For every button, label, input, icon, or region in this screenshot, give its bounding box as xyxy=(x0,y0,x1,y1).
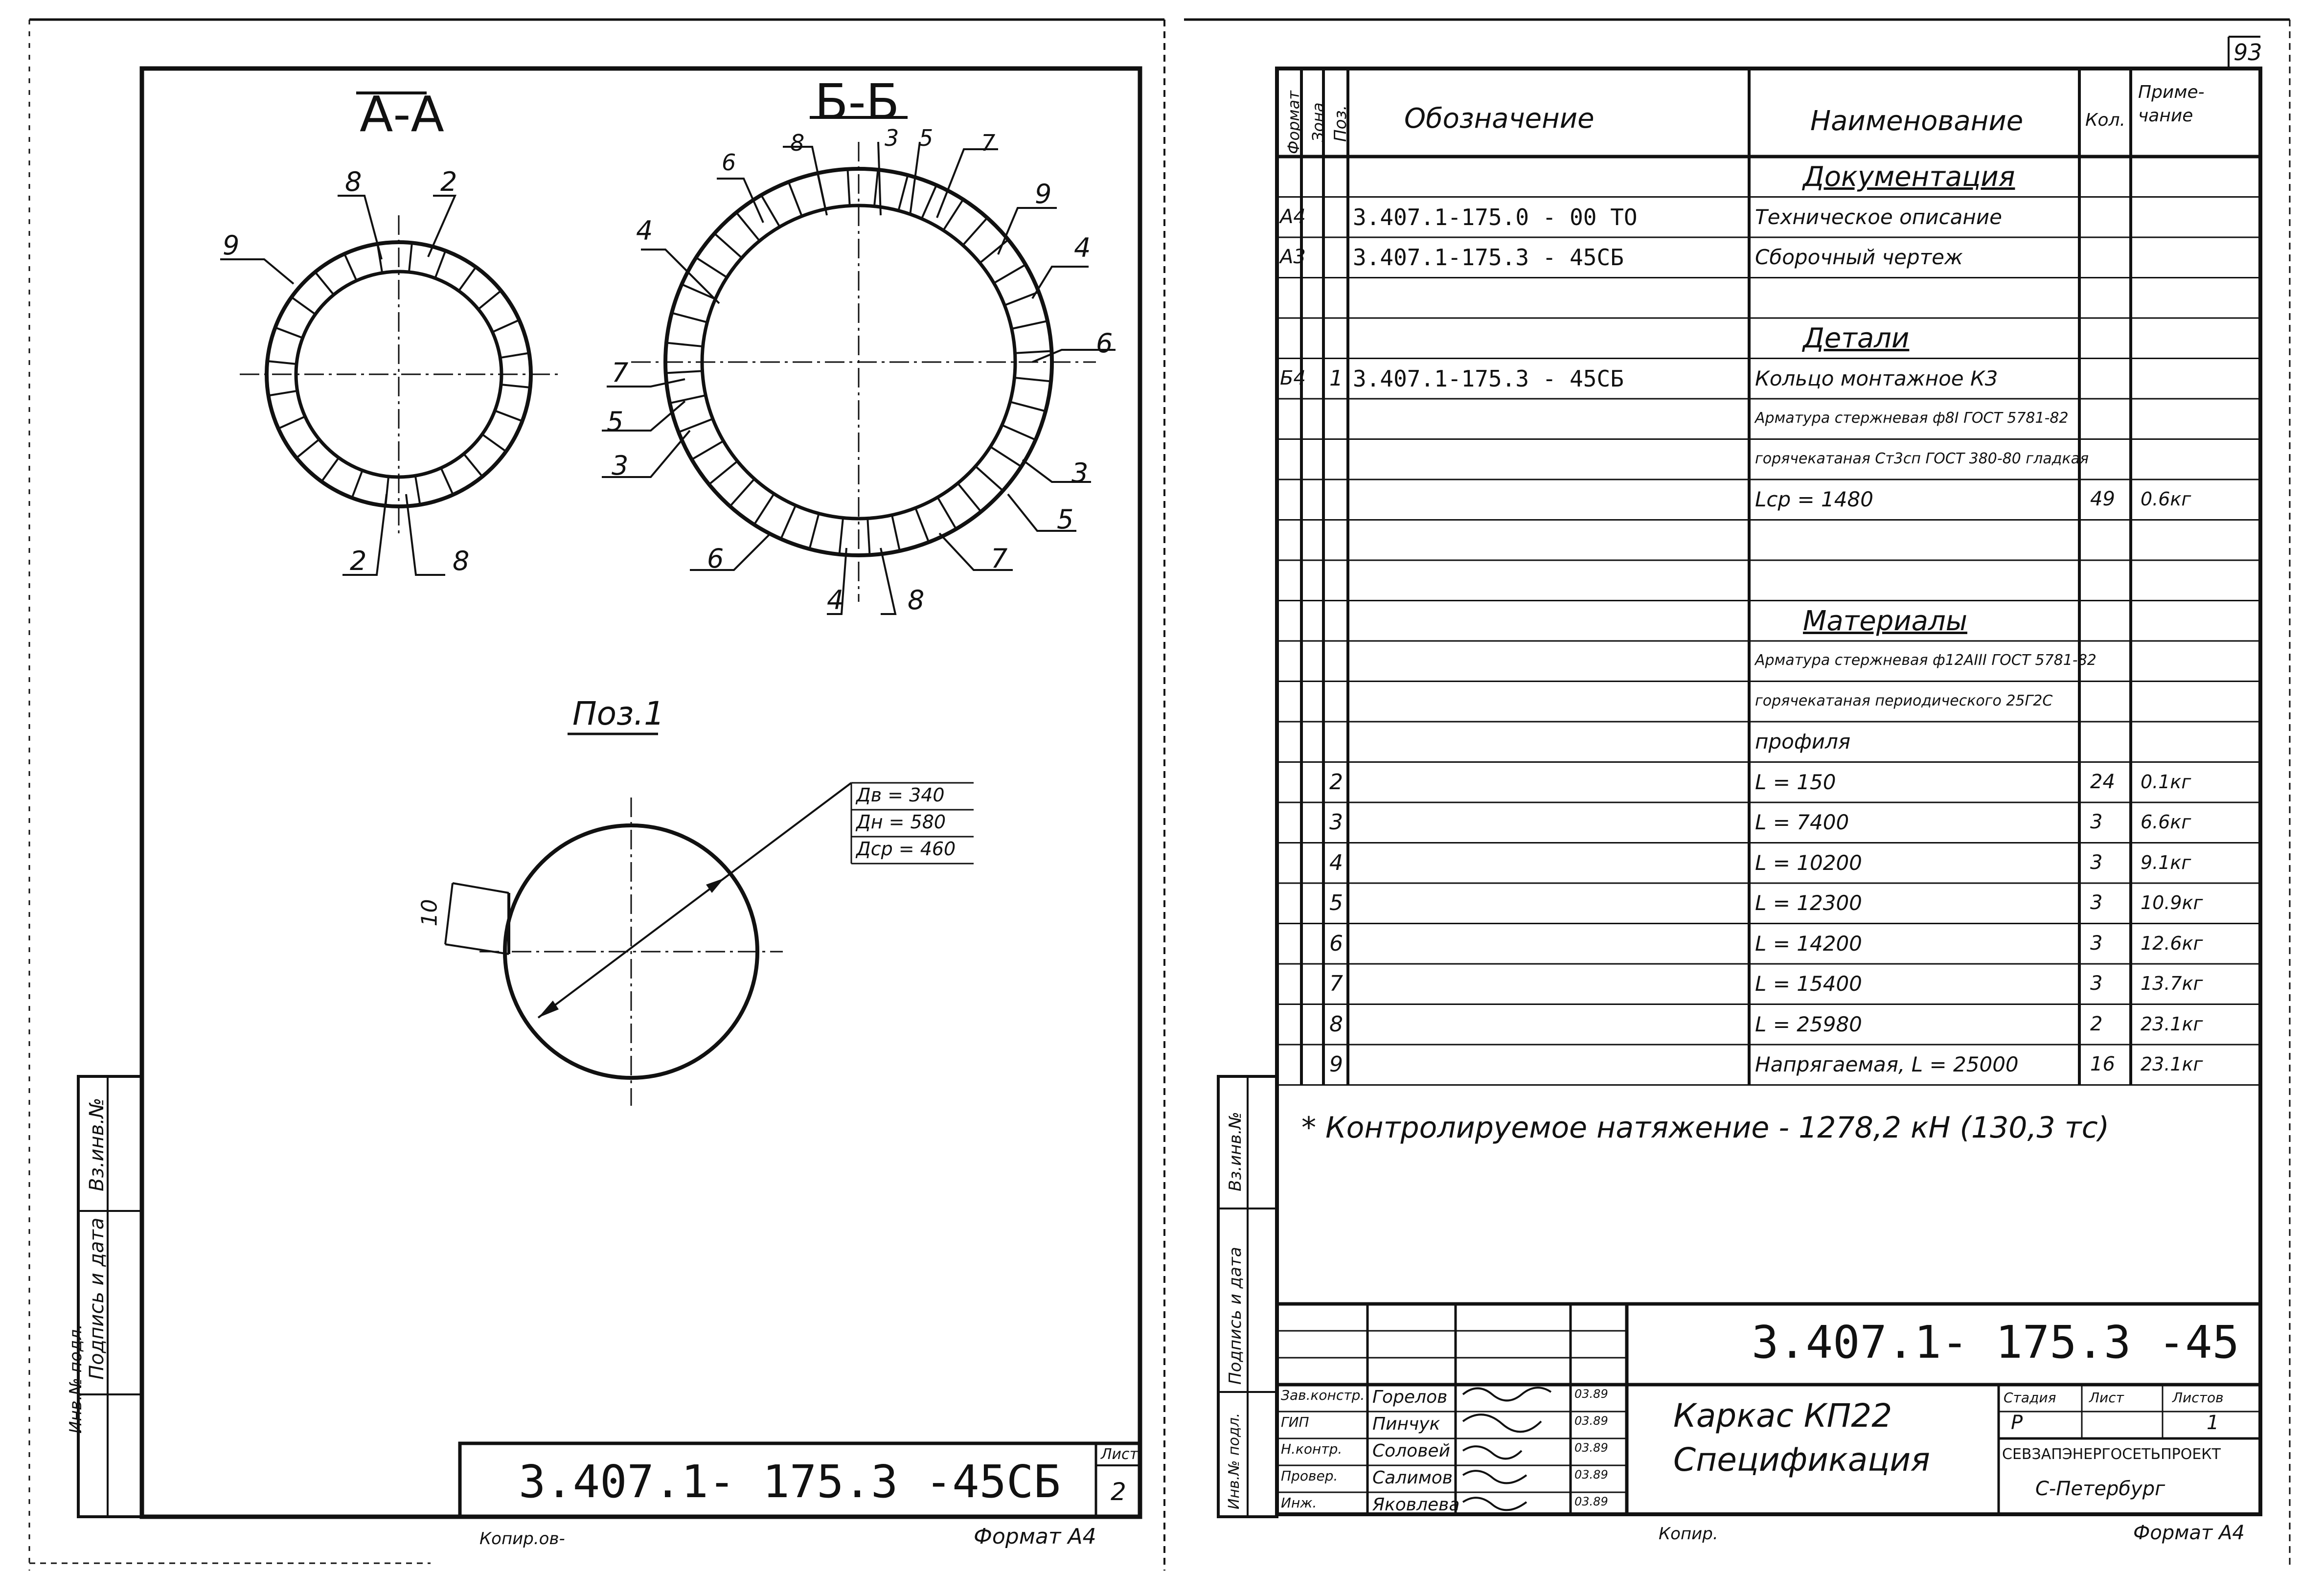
header-name: Наименование xyxy=(1810,105,2024,137)
cell-quantity: 16 xyxy=(2090,1053,2115,1076)
ring-spoke xyxy=(278,416,305,429)
cell-designation: 3.407.1-175.3 - 45СБ xyxy=(1353,244,1624,271)
pos1-width-label: 10 xyxy=(417,899,442,927)
staff-role: Н.контр. xyxy=(1281,1441,1343,1457)
cell-position: 7 xyxy=(1329,971,1343,997)
ring-spoke xyxy=(464,454,482,477)
ring-spoke xyxy=(296,439,319,458)
ring-spoke xyxy=(810,513,819,549)
ring-spoke xyxy=(922,185,936,219)
ring-spoke xyxy=(847,169,849,206)
header-qty: Кол. xyxy=(2085,110,2126,130)
title-line-2: Спецификация xyxy=(1673,1441,1930,1479)
cell-name: L = 7400 xyxy=(1755,810,1849,835)
cell-quantity: 2 xyxy=(2090,1012,2103,1035)
ring-spoke xyxy=(666,343,703,346)
cell-name: Техническое описание xyxy=(1755,205,2002,229)
ring-spoke xyxy=(692,441,724,459)
ring-spoke xyxy=(478,291,501,309)
ring-spoke xyxy=(1010,402,1046,411)
cell-designation: 3.407.1-175.0 - 00 ТО xyxy=(1353,204,1638,230)
cell-name: Арматура стержневая ф12АIII ГОСТ 5781-82 xyxy=(1755,652,2096,669)
footnote: * Контролируемое натяжение - 1278,2 кН (130,3 тс) xyxy=(1301,1111,2110,1145)
left-footer-copy: Копир.ов- xyxy=(479,1529,565,1549)
cell-format: Б4 xyxy=(1280,366,1306,389)
cell-note: 12.6кг xyxy=(2141,932,2203,954)
left-stamp-sheet-label: Лист xyxy=(1101,1446,1139,1463)
cell-name: L = 15400 xyxy=(1755,972,1862,996)
cell-name: L = 10200 xyxy=(1755,850,1862,875)
ring-spoke xyxy=(352,470,362,498)
left-stamp-code: 3.407.1- 175.3 -45СБ xyxy=(519,1456,1061,1508)
cell-name: горячекатаная Ст3сп ГОСТ 380-80 гладкая xyxy=(1755,450,2089,467)
bb-label: 4 xyxy=(827,585,844,616)
staff-role: ГИП xyxy=(1281,1414,1309,1430)
side-label: Вз.инв.№ xyxy=(1226,1112,1245,1191)
cell-position: 1 xyxy=(1329,365,1343,391)
cell-position: 6 xyxy=(1329,931,1343,956)
ring-spoke xyxy=(267,361,296,364)
ring-spoke xyxy=(1012,321,1048,329)
section-heading: Детали xyxy=(1803,322,1910,355)
bb-label: 8 xyxy=(790,130,805,156)
aa-label: 8 xyxy=(345,166,362,197)
ring-spoke xyxy=(435,251,445,278)
stage-value: Р xyxy=(2011,1412,2023,1434)
cell-note: 13.7кг xyxy=(2141,973,2203,995)
ring-spoke xyxy=(672,313,707,322)
ring-spoke xyxy=(867,518,869,555)
staff-name: Яковлева xyxy=(1372,1495,1460,1515)
aa-label: 2 xyxy=(440,166,457,197)
staff-name: Горелов xyxy=(1372,1387,1448,1407)
bb-label: 8 xyxy=(908,585,925,616)
ring-spoke xyxy=(937,497,956,529)
stage-label: Стадия xyxy=(2004,1390,2056,1406)
ring-spoke xyxy=(492,320,519,332)
header-pos: Поз. xyxy=(1331,105,1350,142)
cell-name: L = 25980 xyxy=(1755,1012,1862,1036)
cell-note: 9.1кг xyxy=(2141,851,2191,873)
ring-spoke xyxy=(892,515,900,551)
left-stamp-sheet-number: 2 xyxy=(1111,1478,1126,1506)
cell-name: профиля xyxy=(1755,730,1851,754)
ring-spoke xyxy=(1002,425,1036,440)
cell-note: 0.6кг xyxy=(2141,488,2191,510)
staff-date: 03.89 xyxy=(1574,1495,1608,1508)
ring-spoke xyxy=(1014,378,1051,381)
cell-quantity: 3 xyxy=(2090,811,2103,834)
ring-spoke xyxy=(781,505,796,539)
staff-name: Пинчук xyxy=(1372,1414,1440,1434)
pos1-dim: Дср = 460 xyxy=(856,838,956,860)
ring-spoke xyxy=(915,508,929,542)
cell-name: L = 150 xyxy=(1755,770,1836,794)
ring-spoke xyxy=(714,233,742,258)
ring-spoke xyxy=(315,272,334,295)
header-format: Формат xyxy=(1284,91,1303,154)
ring-spoke xyxy=(670,395,706,403)
ring-spoke xyxy=(415,476,420,504)
staff-role: Зав.констр. xyxy=(1281,1387,1365,1403)
side-label: Подпись и дата xyxy=(86,1217,108,1380)
cell-name: Арматура стержневая ф8I ГОСТ 5781-82 xyxy=(1755,410,2069,427)
section-bb-title: Б-Б xyxy=(815,73,900,131)
ring-spoke xyxy=(441,468,453,495)
right-footer-copy: Копир. xyxy=(1659,1524,1718,1544)
org-city: С-Петербург xyxy=(2035,1478,2165,1500)
ring-spoke xyxy=(344,254,357,281)
bb-label: 5 xyxy=(919,125,934,151)
ring-spoke xyxy=(666,371,703,373)
bb-label: 4 xyxy=(1074,232,1091,263)
ring-spoke xyxy=(1015,351,1051,353)
cell-name: L = 14200 xyxy=(1755,931,1862,956)
cell-quantity: 24 xyxy=(2090,770,2115,793)
ring-spoke xyxy=(709,461,737,484)
bb-label: 6 xyxy=(1096,328,1113,359)
cell-quantity: 3 xyxy=(2090,891,2103,914)
ring-spoke xyxy=(409,243,412,272)
bb-label: 6 xyxy=(722,149,736,176)
bb-label: 7 xyxy=(991,543,1008,574)
cell-position: 8 xyxy=(1329,1011,1343,1037)
cell-position: 2 xyxy=(1329,769,1343,795)
cell-position: 5 xyxy=(1329,890,1343,916)
staff-role: Инж. xyxy=(1281,1495,1317,1511)
right-footer-format: Формат А4 xyxy=(2133,1522,2245,1544)
sheets-label: Листов xyxy=(2172,1390,2224,1406)
ring-spoke xyxy=(898,175,908,211)
ring-spoke xyxy=(1004,292,1039,305)
ring-spoke xyxy=(730,479,754,506)
cell-name: Lср = 1480 xyxy=(1755,487,1873,512)
staff-date: 03.89 xyxy=(1574,1414,1608,1428)
cell-quantity: 3 xyxy=(2090,851,2103,874)
cell-note: 10.9кг xyxy=(2141,892,2203,914)
cell-note: 23.1кг xyxy=(2141,1053,2203,1075)
cell-position: 9 xyxy=(1329,1052,1343,1077)
cell-name: Кольцо монтажное К3 xyxy=(1755,366,1998,390)
bb-label: 5 xyxy=(1057,504,1074,535)
staff-date: 03.89 xyxy=(1574,1441,1608,1455)
bb-label: 9 xyxy=(1035,179,1052,209)
aa-label: 8 xyxy=(453,546,470,576)
section-aa-title: А-А xyxy=(360,86,444,143)
ring-spoke xyxy=(736,212,759,241)
ring-spoke xyxy=(976,466,1003,491)
header-designation: Обозначение xyxy=(1404,103,1595,135)
sheets-value: 1 xyxy=(2207,1412,2219,1434)
staff-name: Соловей xyxy=(1372,1441,1450,1461)
title-line-1: Каркас КП22 xyxy=(1673,1397,1892,1435)
bb-label: 3 xyxy=(885,125,899,151)
staff-role: Провер. xyxy=(1281,1468,1338,1484)
ring-spoke xyxy=(275,327,302,338)
pos1-dim: Дв = 340 xyxy=(856,784,945,806)
side-label: Подпись и дата xyxy=(1226,1247,1245,1385)
bb-label: 3 xyxy=(612,450,629,481)
staff-date: 03.89 xyxy=(1574,1387,1608,1401)
org-name: СЕВЗАПЭНЕРГОСЕТЬПРОЕКТ xyxy=(2002,1446,2221,1463)
left-footer-format: Формат А4 xyxy=(974,1524,1096,1549)
section-heading: Документация xyxy=(1803,161,2015,193)
bb-label: 7 xyxy=(981,130,996,156)
ring-spoke xyxy=(321,457,339,481)
cell-name: Сборочный чертеж xyxy=(1755,245,1963,270)
section-heading: Материалы xyxy=(1803,605,1967,637)
cell-note: 23.1кг xyxy=(2141,1013,2203,1035)
ring-spoke xyxy=(990,447,1021,467)
header-note: Приме-чание xyxy=(2138,82,2205,126)
ring-spoke xyxy=(840,518,843,554)
ring-spoke xyxy=(980,240,1008,263)
pos1-dim: Дн = 580 xyxy=(856,811,946,833)
header-zone: Зона xyxy=(1309,102,1327,142)
title-block-code: 3.407.1- 175.3 -45 xyxy=(1752,1316,2239,1368)
ring-spoke xyxy=(682,284,715,299)
ring-spoke xyxy=(679,419,713,432)
ring-spoke xyxy=(292,297,316,314)
bb-label: 5 xyxy=(607,406,624,437)
cell-name: горячекатаная периодического 25Г2С xyxy=(1755,692,2053,709)
aa-label: 2 xyxy=(350,546,367,576)
ring-spoke xyxy=(269,391,297,396)
cell-format: А4 xyxy=(1280,205,1306,228)
side-label: Инв.№ подл. xyxy=(1226,1413,1243,1509)
staff-name: Салимов xyxy=(1372,1468,1453,1488)
bb-label: 6 xyxy=(707,543,724,574)
cell-designation: 3.407.1-175.3 - 45СБ xyxy=(1353,365,1624,392)
bb-label: 4 xyxy=(636,215,653,246)
ring-spoke xyxy=(696,257,727,277)
cell-quantity: 3 xyxy=(2090,932,2103,955)
cell-position: 3 xyxy=(1329,810,1343,835)
cell-name: Напрягаемая, L = 25000 xyxy=(1755,1052,2019,1077)
bb-label: 7 xyxy=(612,357,629,388)
bb-label: 3 xyxy=(1071,457,1089,488)
cell-format: А3 xyxy=(1280,246,1306,269)
sheet-label: Лист xyxy=(2089,1390,2124,1406)
ring-spoke xyxy=(501,385,530,388)
cell-note: 6.6кг xyxy=(2141,811,2191,833)
ring-spoke xyxy=(958,483,981,512)
ring-spoke xyxy=(874,170,878,206)
cell-quantity: 49 xyxy=(2090,488,2115,511)
cell-position: 4 xyxy=(1329,850,1343,875)
ring-spoke xyxy=(943,200,963,230)
ring-spoke xyxy=(500,353,529,358)
ring-spoke xyxy=(754,494,774,524)
ring-spoke xyxy=(789,182,802,216)
ring-spoke xyxy=(994,265,1025,283)
cell-quantity: 3 xyxy=(2090,972,2103,995)
page-number: 93 xyxy=(2233,39,2262,66)
pos1-title: Поз.1 xyxy=(572,695,665,732)
cell-note: 0.1кг xyxy=(2141,771,2191,793)
side-label: Вз.инв.№ xyxy=(86,1097,108,1191)
aa-label: 9 xyxy=(223,230,240,261)
ring-spoke xyxy=(459,267,476,291)
ring-spoke xyxy=(495,410,522,421)
side-label: Инв.№ подл. xyxy=(66,1324,86,1434)
ring-spoke xyxy=(482,434,506,452)
cell-name: L = 12300 xyxy=(1755,891,1862,915)
staff-date: 03.89 xyxy=(1574,1468,1608,1482)
ring-spoke xyxy=(963,218,987,245)
